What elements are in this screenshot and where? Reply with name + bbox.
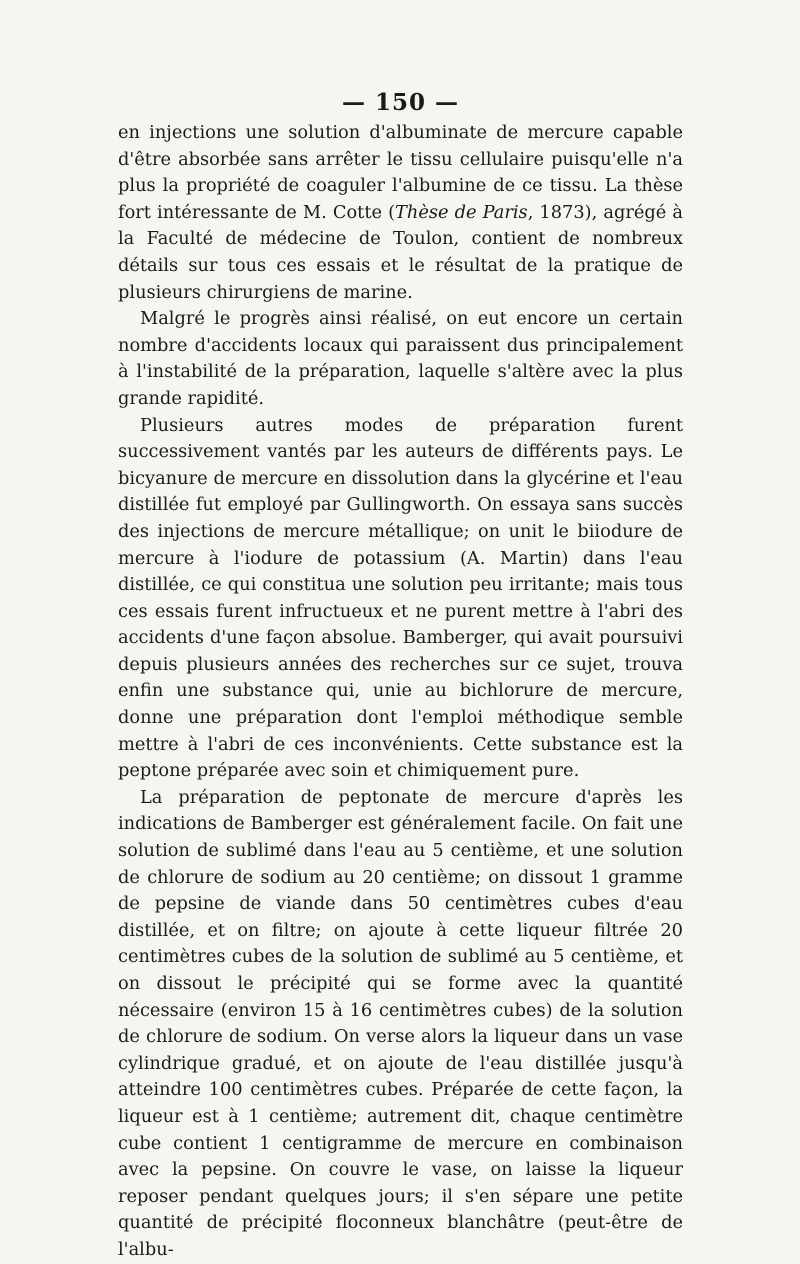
- paragraph-2: Malgré le progrès ainsi réalisé, on eut encore un certain nombre d'accidents locaux qui paraissent dus principalement à l'instabilité de la préparation, laquelle s'altère avec la plus grande rapidité.: [118, 308, 683, 409]
- paragraph-1-text-end: , 1873), agrégé à la Faculté de médecine de Toulon, contient de nombreux détails sur tous ces essais et le résultat de la pratique de plusieurs chirurgiens de marine.: [118, 201, 683, 303]
- thesis-title: Thèse de Paris: [395, 201, 528, 223]
- paragraph-1-text-start: en injections une solution d'albuminate de mercure capable d'être absorbée sans arrêter le tissu cellulaire puisqu'elle n'a plus la propriété de coaguler l'albumine de ce tissu. La thèse fort intéressante de M. Cotte (: [118, 122, 683, 223]
- paragraph-4: La préparation de peptonate de mercure d'après les indications de Bamberger est généralement facile. On fait une solution de sublimé dans l'eau au 5 centième, et une solution de chlorure de sodium au 20 centième; on dissout 1 gramme de pepsine de viande dans 50 centimètres cubes d'eau distillée, et on filtre; on ajoute à cette liqueur filtrée 20 centimètres cubes de la solution de sublimé au 5 centième, et on dissout le précipité qui se forme avec la quantité nécessaire (environ 15 à 16 centimètres cubes) de la solution de chlorure de sodium. On verse alors la liqueur dans un vase cylindrique gradué, et on ajoute de l'eau distillée jusqu'à atteindre 100 centimètres cubes. Préparée de cette façon, la liqueur est à 1 centième; autrement dit, chaque centimètre cube contient 1 centigramme de mercure en combinaison avec la pepsine. On couvre le vase, on laisse la liqueur reposer pendant quelques jours; il s'en sépare une petite quantité de précipité floconneux blanchâtre (peut-être de l'albu-: [118, 786, 683, 1260]
- page-number: — 150 —: [341, 89, 460, 116]
- book-page: [118, 88, 683, 1264]
- paragraph-3: Plusieurs autres modes de préparation furent successivement vantés par les auteurs de différents pays. Le bicyanure de mercure en dissolution dans la glycérine et l'eau distillée fut employé par Gullingworth. On essaya sans succès des injections de mercure métallique; on unit le biiodure de mercure à l'iodure de potassium (A. Martin) dans l'eau distillée, ce qui constitua une solution peu irritante; mais tous ces essais furent infructueux et ne purent mettre à l'abri des accidents d'une façon absolue. Bamberger, qui avait poursuivi depuis plusieurs années des recherches sur ce sujet, trouva enfin une substance qui, unie au bichlorure de mercure, donne une préparation dont l'emploi méthodique semble mettre à l'abri de ces inconvénients. Cette substance est la peptone préparée avec soin et chimiquement pure.: [118, 414, 683, 782]
- paragraph-1: [118, 120, 683, 306]
